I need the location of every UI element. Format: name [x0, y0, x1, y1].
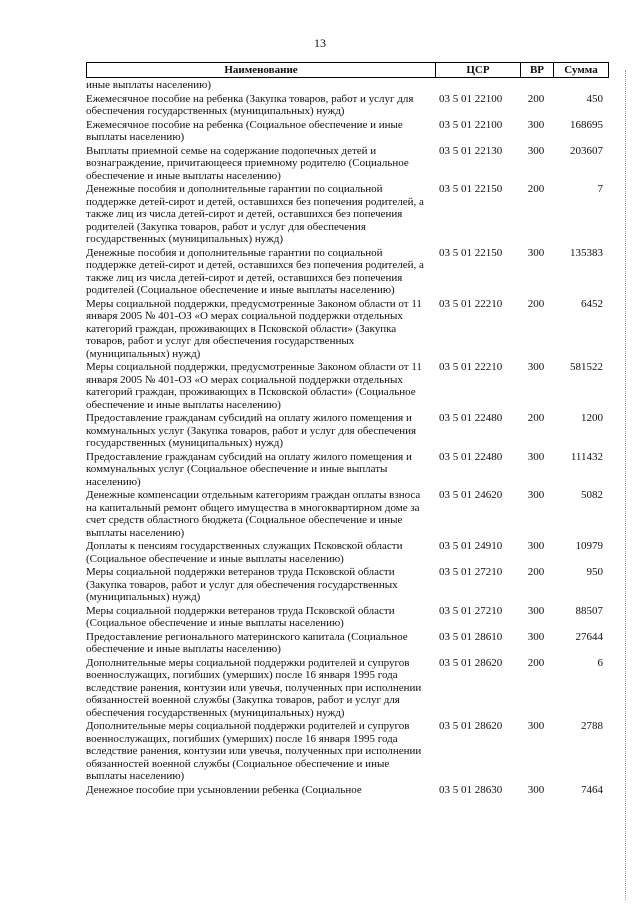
row-name: Ежемесячное пособие на ребенка (Социальное обеспечение и иные выплаты населению) [86, 118, 403, 143]
page-number: 13 [314, 36, 326, 50]
row-csr: 03 5 01 22210 [439, 297, 503, 310]
row-vr: 200 [527, 92, 545, 105]
table-row [86, 361, 609, 411]
row-sum: 581522 [570, 361, 603, 373]
row-csr: 03 5 01 22130 [439, 144, 503, 157]
row-vr: 300 [527, 118, 545, 131]
row-vr: 300 [527, 361, 545, 373]
table-row [86, 247, 609, 297]
table-row [86, 145, 609, 183]
row-csr: 03 5 01 28620 [439, 656, 503, 669]
header-name: Наименование [87, 63, 436, 77]
row-sum: 27644 [575, 630, 603, 643]
row-vr: 300 [527, 783, 545, 796]
row-name: Меры социальной поддержки, предусмотренные Законом области от 11 января 2005 № 401-ОЗ «О мерах социальной поддержки отдельных категорий граждан, проживающих в Псковской области» (Социальное обеспечение и иные выплаты населению) [86, 361, 422, 411]
row-vr: 200 [527, 183, 545, 195]
table-row [86, 183, 609, 246]
row-sum: 6 [597, 656, 603, 669]
table-row [86, 566, 609, 604]
row-csr: 03 5 01 22100 [439, 92, 503, 105]
row-name: Предоставление гражданам субсидий на оплату жилого помещения и коммунальных услуг (Закупка товаров, работ и услуг для обеспечения государственных (муниципальных) нужд) [86, 412, 417, 449]
row-vr [522, 79, 550, 92]
row-sum: 88507 [575, 604, 603, 617]
row-vr: 200 [527, 566, 545, 578]
row-name: Меры социальной поддержки ветеранов труда Псковской области (Социальное обеспечение и иные выплаты населению) [86, 604, 395, 629]
table-row [86, 412, 609, 450]
table-row [86, 119, 609, 144]
row-sum: 950 [586, 566, 603, 578]
table-header [86, 62, 609, 78]
row-name: Денежное пособие при усыновлении ребенка (Социальное [86, 783, 362, 796]
row-csr: 03 5 01 27210 [439, 566, 503, 578]
row-sum: 135383 [570, 246, 603, 259]
row-name: Меры социальной поддержки ветеранов труда Псковской области (Закупка товаров, работ и услуг для обеспечения государственных (муниципальных) нужд) [86, 566, 398, 603]
table-row [86, 79, 609, 92]
row-name: Денежные компенсации отдельным категориям граждан оплаты взноса на капитальный ремонт общего имущества в многоквартирном доме за счет средств областного бюджета (Социальное обеспечение и иные выплаты населению) [86, 489, 421, 539]
row-csr: 03 5 01 22480 [439, 412, 503, 424]
header-vr: ВР [521, 63, 554, 77]
table-row [86, 540, 609, 565]
row-vr: 300 [527, 246, 545, 259]
row-name: Меры социальной поддержки, предусмотренные Законом области от 11 января 2005 № 401-ОЗ «О мерах социальной поддержки отдельных категорий граждан, проживающих в Псковской области» (Закупка товаров, работ и услуг для обеспечения государственных (муниципальных) нужд) [86, 297, 422, 360]
row-sum: 168695 [570, 118, 603, 131]
row-vr: 300 [527, 720, 545, 732]
row-sum: 203607 [570, 144, 603, 157]
row-vr: 200 [527, 656, 545, 669]
row-name: иные выплаты населению) [86, 79, 211, 91]
row-vr: 200 [527, 297, 545, 310]
row-name: Дополнительные меры социальной поддержки родителей и супругов военнослужащих, погибших (умерших) после 16 января 1995 года вследствие ранения, контузии или увечья, полученных при исполнении обязанностей военной службы (Закупка товаров, работ и услуг для обеспечения государственных (муниципальных) нужд) [86, 656, 422, 719]
row-sum: 6452 [581, 297, 603, 310]
row-vr: 300 [527, 144, 545, 157]
row-csr: 03 5 01 28630 [439, 783, 503, 796]
table-row [86, 93, 609, 118]
row-sum [550, 79, 609, 92]
row-sum: 450 [586, 92, 603, 105]
row-sum: 1200 [581, 412, 603, 424]
row-name: Денежные пособия и дополнительные гарантии по социальной поддержке детей-сирот и детей, оставшихся без попечения родителей, а также лиц из числа детей-сирот и детей, оставшихся без попечения родителей (Закупка товаров, работ и услуг для обеспечения государственных (муниципальных) нужд) [86, 183, 424, 245]
row-vr: 300 [527, 489, 545, 501]
table-row [86, 605, 609, 630]
row-vr: 300 [527, 540, 545, 552]
row-vr: 200 [527, 412, 545, 424]
row-vr: 300 [527, 450, 545, 463]
row-vr: 300 [527, 630, 545, 643]
row-sum: 7464 [581, 783, 603, 796]
row-name: Предоставление регионального материнского капитала (Социальное обеспечение и иные выплаты населению) [86, 630, 408, 655]
table-row [86, 298, 609, 361]
row-sum: 10979 [575, 540, 603, 552]
row-name: Ежемесячное пособие на ребенка (Закупка товаров, работ и услуг для обеспечения государственных (муниципальных) нужд) [86, 92, 414, 117]
row-vr: 300 [527, 604, 545, 617]
row-csr: 03 5 01 28610 [439, 630, 503, 643]
row-csr: 03 5 01 22100 [439, 118, 503, 131]
row-csr: 03 5 01 24620 [439, 489, 503, 501]
row-csr: 03 5 01 22480 [439, 450, 503, 463]
row-name: Доплаты к пенсиям государственных служащих Псковской области (Социальное обеспечение и иные выплаты населению) [86, 540, 403, 565]
row-csr: 03 5 01 22150 [439, 183, 503, 195]
budget-table [86, 62, 609, 796]
row-csr: 03 5 01 24910 [439, 540, 503, 552]
row-sum: 2788 [581, 720, 603, 732]
row-csr: 03 5 01 22210 [439, 361, 503, 373]
row-csr: 03 5 01 22150 [439, 246, 503, 259]
header-csr: ЦСР [436, 63, 521, 77]
row-name: Денежные пособия и дополнительные гарантии по социальной поддержке детей-сирот и детей, оставшихся без попечения родителей, а также лиц из числа детей-сирот и детей, оставшихся без попечения родителей (Социальное обеспечение и иные выплаты населению) [86, 246, 424, 296]
table-body [86, 79, 609, 796]
row-sum: 111432 [570, 450, 603, 463]
row-name: Предоставление гражданам субсидий на оплату жилого помещения и коммунальных услуг (Социальное обеспечение и иные выплаты населению) [86, 450, 412, 488]
table-row [86, 784, 609, 797]
table-row [86, 631, 609, 656]
row-csr [434, 79, 522, 92]
table-row [86, 451, 609, 489]
table-row [86, 489, 609, 539]
header-sum: Сумма [564, 63, 598, 76]
table-row [86, 657, 609, 720]
page-edge-line [625, 70, 626, 900]
table-row [86, 720, 609, 783]
row-name: Дополнительные меры социальной поддержки родителей и супругов военнослужащих, погибших (умерших) после 16 января 1995 года вследствие ранения, контузии или увечья, полученных при исполнении обязанностей военной службы (Социальное обеспечение и иные выплаты населению) [86, 720, 422, 782]
row-name: Выплаты приемной семье на содержание подопечных детей и вознаграждение, причитающееся приемному родителю (Социальное обеспечение и иные выплаты населению) [86, 144, 409, 182]
row-sum: 5082 [581, 489, 603, 501]
row-sum: 7 [597, 183, 603, 195]
row-csr: 03 5 01 27210 [439, 604, 503, 617]
row-csr: 03 5 01 28620 [439, 720, 503, 732]
